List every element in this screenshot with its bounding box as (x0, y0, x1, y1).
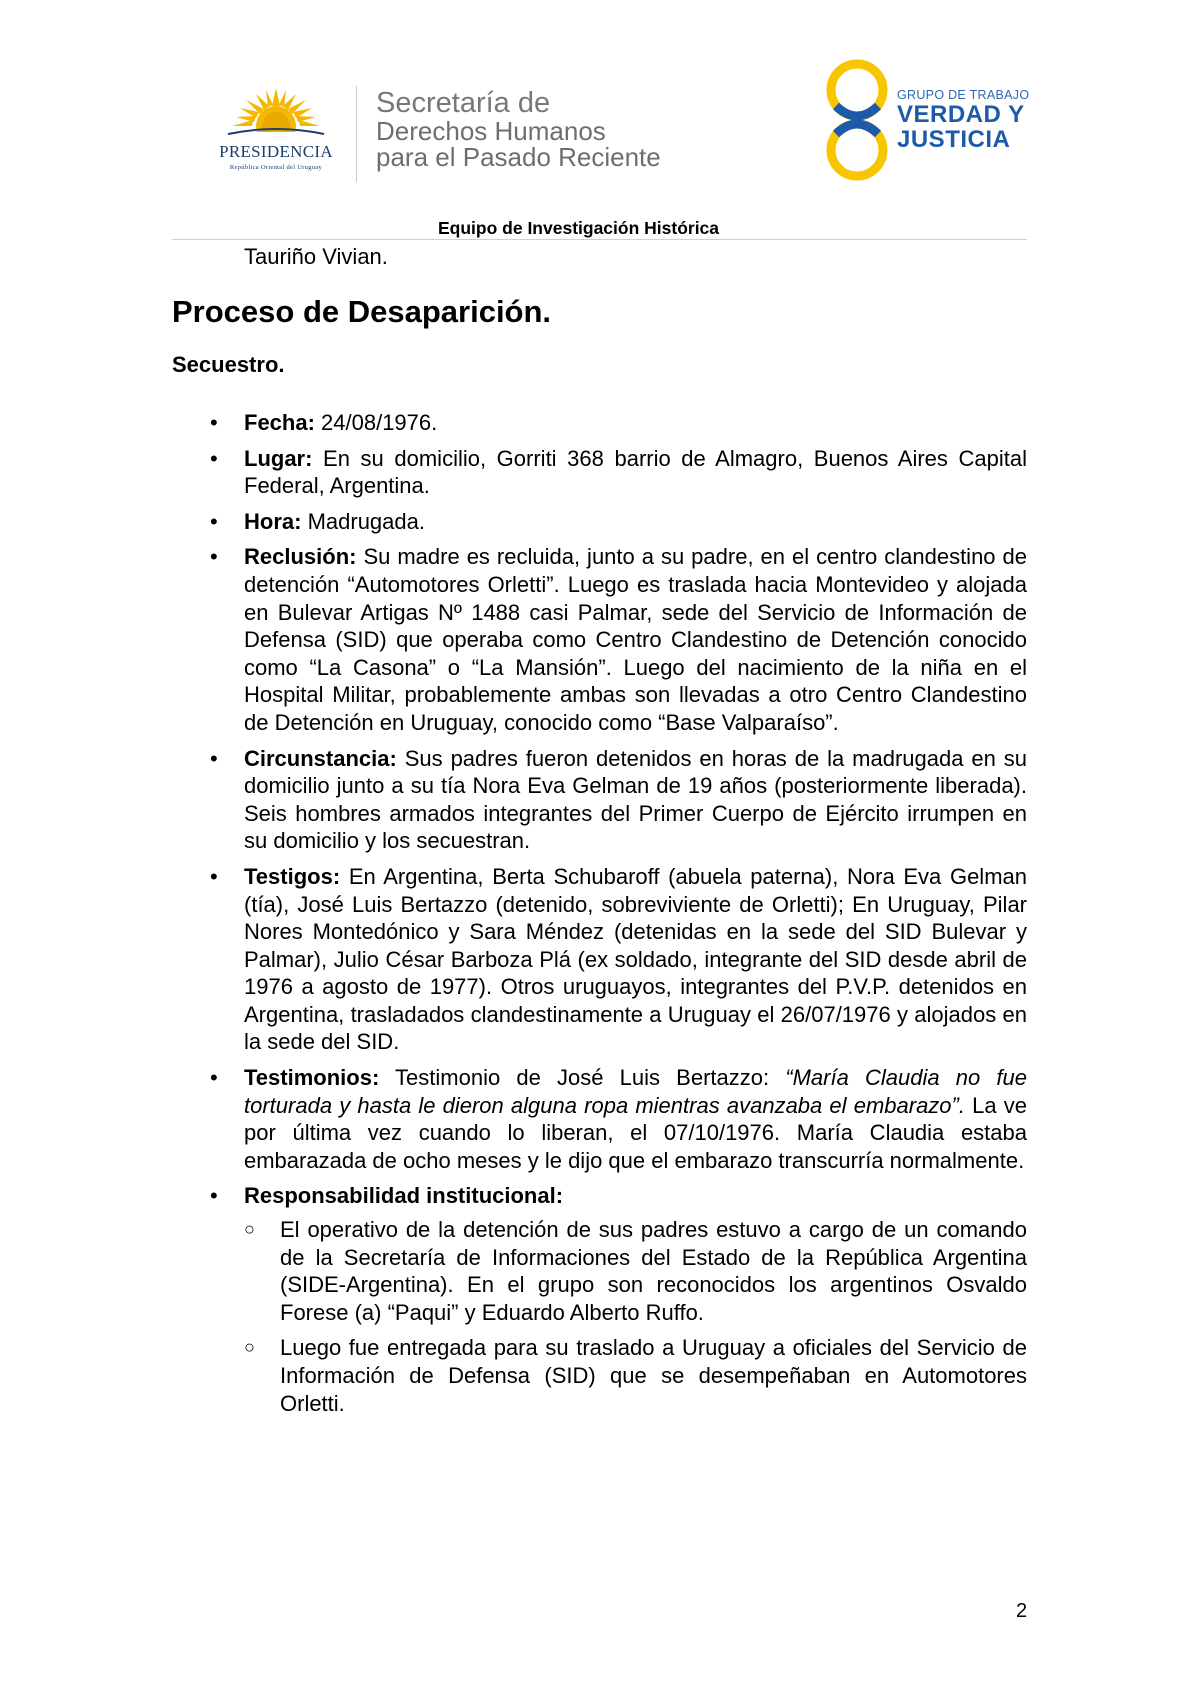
list-item (172, 863, 1027, 1056)
item-label: Testigos: (244, 863, 341, 889)
secretaria-line-2: Derechos Humanos (376, 116, 606, 146)
header-divider (356, 86, 357, 182)
list-item (172, 508, 1027, 536)
sub-title: Secuestro. (172, 352, 285, 377)
bullet-icon: • (210, 544, 218, 570)
item-text: Su madre es recluida, junto a su padre, en el centro clandestino de detención “Automotores Orletti”. Luego es traslada hacia Montevideo y alojada en Bulevar Artigas Nº 1488 casi Palmar, sede del Servicio de Información de Defensa (SID) que operaba como Centro Clandestino de Detención conocido como “La Casona” o “La Mansión”. Luego del nacimiento de la niña en el Hospital Militar, probablemente ambas son llevadas a otro Centro Clandestino de Detención en Uruguay, conocido como “Base Valparaíso”. (244, 544, 1027, 735)
secretaria-logo-text (376, 88, 661, 170)
item-text-after: La ve por última vez cuando lo liberan, el 07/10/1976. María Claudia estaba embarazada de ocho meses y le dijo que el embarazo transcurría normalmente. (244, 1092, 1028, 1173)
sub-item-text: El operativo de la detención de sus padres estuvo a cargo de un comando de la Secretaría de Informaciones del Estado de la República Argentina (SIDE-Argentina). En el grupo son reconocidos los argentinos Osvaldo Forese (a) “Paqui” y Eduardo Alberto Ruffo. (280, 1217, 1027, 1325)
item-label: Lugar: (244, 445, 313, 471)
presidencia-name: PRESIDENCIA (219, 142, 333, 161)
bullet-icon: • (210, 1065, 218, 1091)
item-label: Hora: (244, 508, 302, 534)
item-text: 24/08/1976. (314, 410, 438, 435)
circle-bullet-icon: ○ (244, 1219, 255, 1240)
list-item (172, 543, 1027, 736)
secretaria-line-1: Secretaría de (376, 87, 551, 119)
bullet-icon: • (210, 445, 218, 471)
item-label: Testimonios: (244, 1065, 380, 1091)
document-body (172, 240, 1027, 1425)
item-text: Sus padres fueron detenidos en horas de la madrugada en su domicilio junto a su tía Nora Eva Gelman de 19 años (posteriormente liberada). Seis hombres armados integrantes del Primer Cuerpo de Ejército irrumpen en su domicilio y los secuestran. (244, 745, 1027, 854)
page-header (0, 0, 1191, 260)
secretaria-line-3: para el Pasado Reciente (376, 142, 661, 172)
item-label: Fecha: (244, 410, 315, 435)
gtvj-line-3: JUSTICIA (897, 126, 1011, 153)
bullet-icon: • (210, 745, 218, 771)
bullet-icon: • (210, 508, 218, 534)
list-item (172, 445, 1027, 500)
section-title: Proceso de Desaparición. (172, 294, 552, 329)
bullet-icon: • (210, 410, 218, 435)
sub-list (244, 1216, 1027, 1417)
page-number: 2 (1016, 1600, 1028, 1622)
presidencia-subtitle: República Oriental del Uruguay (229, 164, 323, 171)
testimony-quote: “María Claudia no fue torturada y hasta le dieron alguna ropa mientras avanzaba el embarazo”. (244, 1065, 1027, 1118)
list-item (172, 745, 1027, 855)
sub-list-item (244, 1216, 1027, 1326)
sub-list-item (244, 1334, 1027, 1417)
bullet-icon: • (210, 863, 218, 889)
gtvj-line-2: VERDAD Y (897, 101, 1025, 128)
verdad-justicia-logo-icon (822, 58, 892, 182)
continued-text: Tauriño Vivian. (244, 244, 388, 269)
presidencia-logo (196, 80, 356, 180)
gtvj-line-1: GRUPO DE TRABAJO (897, 88, 1030, 102)
item-text: Testimonio de José Luis Bertazzo: (379, 1065, 786, 1091)
verdad-justicia-text (897, 88, 1029, 152)
facts-list (172, 409, 1027, 1417)
team-title: Equipo de Investigación Histórica (438, 218, 720, 238)
item-label: Reclusión: (244, 544, 357, 570)
sun-icon (226, 80, 326, 142)
bullet-icon: • (210, 1183, 218, 1209)
item-text: En Argentina, Berta Schubaroff (abuela paterna), Nora Eva Gelman (tía), José Luis Bertazzo (detenido, sobreviviente de Orletti); En Uruguay, Pilar Nores Montedónico y Sara Méndez (detenidas en la sede del SID Bulevar y Palmar), Julio César Barboza Plá (ex soldado, integrante del SID desde abril de 1976 a agosto de 1977). Otros uruguayos, integrantes del P.V.P. detenidos en Argentina, trasladados clandestinamente a Uruguay el 26/07/1976 y alojados en la sede del SID. (244, 863, 1027, 1055)
circle-bullet-icon: ○ (244, 1337, 255, 1358)
list-item (172, 1182, 1027, 1417)
item-label: Circunstancia: (244, 745, 397, 771)
sub-item-text: Luego fue entregada para su traslado a Uruguay a oficiales del Servicio de Información de Defensa (SID) que se desempeñaban en Automotores Orletti. (280, 1335, 1027, 1416)
list-item (172, 1064, 1027, 1174)
item-text: Madrugada. (301, 508, 425, 534)
list-item (172, 409, 1027, 437)
item-label: Responsabilidad institucional: (244, 1183, 564, 1209)
item-text: En su domicilio, Gorriti 368 barrio de Almagro, Buenos Aires Capital Federal, Argentina. (244, 445, 1027, 499)
